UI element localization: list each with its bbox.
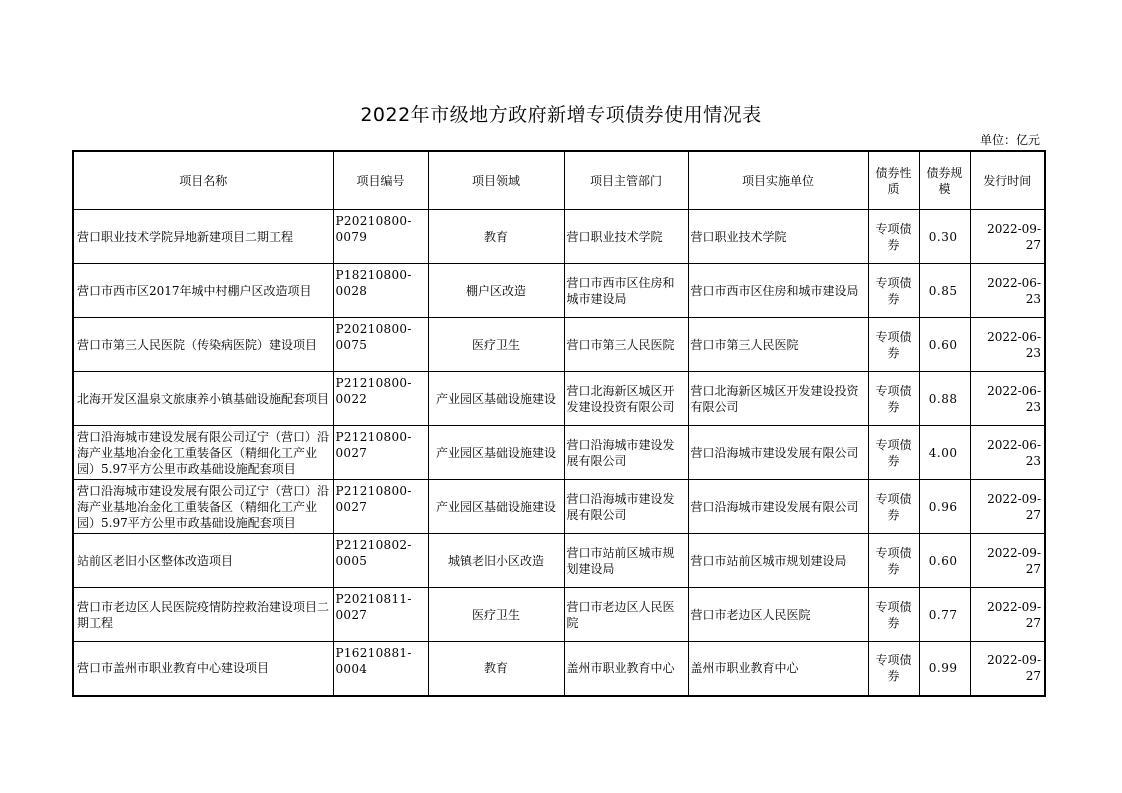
bond-scale-cell: 0.60 — [919, 534, 970, 588]
supervising-dept-cell: 营口市西市区住房和城市建设局 — [564, 264, 688, 318]
issue-date-cell: 2022-09-27 — [970, 588, 1045, 642]
project-code-cell: P21210800-0027 — [333, 426, 428, 480]
header-bond-scale: 债券规模 — [919, 151, 970, 210]
page-title: 2022年市级地方政府新增专项债券使用情况表 — [360, 104, 762, 126]
implementing-unit-cell: 营口沿海城市建设发展有限公司 — [688, 480, 868, 534]
table-row — [73, 534, 1045, 588]
bond-nature-cell: 专项债券 — [868, 480, 919, 534]
project-code-cell: P20210811-0027 — [333, 588, 428, 642]
project-field-cell: 医疗卫生 — [428, 318, 564, 372]
bond-scale-cell: 0.85 — [919, 264, 970, 318]
issue-date-cell: 2022-09-27 — [970, 210, 1045, 264]
table-row — [73, 372, 1045, 426]
bond-scale-cell: 0.30 — [919, 210, 970, 264]
project-code-cell: P18210800-0028 — [333, 264, 428, 318]
project-field-cell: 产业园区基础设施建设 — [428, 480, 564, 534]
supervising-dept-cell: 营口市站前区城市规划建设局 — [564, 534, 688, 588]
issue-date-cell: 2022-09-27 — [970, 642, 1045, 696]
issue-date-cell: 2022-06-23 — [970, 426, 1045, 480]
implementing-unit-cell: 营口市西市区住房和城市建设局 — [688, 264, 868, 318]
project-code-cell: P21210800-0022 — [333, 372, 428, 426]
issue-date-cell: 2022-06-23 — [970, 372, 1045, 426]
implementing-unit-cell: 营口沿海城市建设发展有限公司 — [688, 426, 868, 480]
project-field-cell: 医疗卫生 — [428, 588, 564, 642]
table-row — [73, 264, 1045, 318]
supervising-dept-cell: 盖州市职业教育中心 — [564, 642, 688, 696]
project-code-cell: P21210800-0027 — [333, 480, 428, 534]
project-name-cell: 营口沿海城市建设发展有限公司辽宁（营口）沿海产业基地冶金化工重装备区（精细化工产业园）5.97平方公里市政基础设施配套项目 — [73, 480, 333, 534]
header-project-field: 项目领域 — [428, 151, 564, 210]
project-field-cell: 棚户区改造 — [428, 264, 564, 318]
supervising-dept-cell: 营口职业技术学院 — [564, 210, 688, 264]
implementing-unit-cell: 营口市站前区城市规划建设局 — [688, 534, 868, 588]
table-row — [73, 642, 1045, 696]
project-field-cell: 教育 — [428, 642, 564, 696]
bond-nature-cell: 专项债券 — [868, 318, 919, 372]
header-supervising-dept: 项目主管部门 — [564, 151, 688, 210]
project-field-cell: 产业园区基础设施建设 — [428, 372, 564, 426]
implementing-unit-cell: 营口市第三人民医院 — [688, 318, 868, 372]
project-field-cell: 产业园区基础设施建设 — [428, 426, 564, 480]
bond-nature-cell: 专项债券 — [868, 534, 919, 588]
implementing-unit-cell: 营口职业技术学院 — [688, 210, 868, 264]
bond-scale-cell: 0.99 — [919, 642, 970, 696]
table-row — [73, 318, 1045, 372]
table-row — [73, 210, 1045, 264]
bond-usage-table — [72, 150, 1046, 697]
supervising-dept-cell: 营口市老边区人民医院 — [564, 588, 688, 642]
issue-date-cell: 2022-09-27 — [970, 534, 1045, 588]
project-name-cell: 营口市盖州市职业教育中心建设项目 — [73, 642, 333, 696]
project-name-cell: 营口沿海城市建设发展有限公司辽宁（营口）沿海产业基地冶金化工重装备区（精细化工产业园）5.97平方公里市政基础设施配套项目 — [73, 426, 333, 480]
table-header-row — [73, 151, 1045, 210]
bond-nature-cell: 专项债券 — [868, 426, 919, 480]
table-row — [73, 480, 1045, 534]
bond-scale-cell: 0.88 — [919, 372, 970, 426]
unit-label: 单位：亿元 — [979, 133, 1040, 147]
table-row — [73, 426, 1045, 480]
bond-nature-cell: 专项债券 — [868, 210, 919, 264]
supervising-dept-cell: 营口市第三人民医院 — [564, 318, 688, 372]
header-issue-date: 发行时间 — [970, 151, 1045, 210]
bond-scale-cell: 4.00 — [919, 426, 970, 480]
supervising-dept-cell: 营口沿海城市建设发展有限公司 — [564, 426, 688, 480]
bond-scale-cell: 0.96 — [919, 480, 970, 534]
header-project-code: 项目编号 — [333, 151, 428, 210]
project-name-cell: 营口市第三人民医院（传染病医院）建设项目 — [73, 318, 333, 372]
table-row — [73, 588, 1045, 642]
project-field-cell: 教育 — [428, 210, 564, 264]
project-code-cell: P21210802-0005 — [333, 534, 428, 588]
implementing-unit-cell: 营口市老边区人民医院 — [688, 588, 868, 642]
supervising-dept-cell: 营口沿海城市建设发展有限公司 — [564, 480, 688, 534]
issue-date-cell: 2022-06-23 — [970, 318, 1045, 372]
bond-scale-cell: 0.77 — [919, 588, 970, 642]
header-implementing-unit: 项目实施单位 — [688, 151, 868, 210]
bond-nature-cell: 专项债券 — [868, 264, 919, 318]
implementing-unit-cell: 营口北海新区城区开发建设投资有限公司 — [688, 372, 868, 426]
project-name-cell: 站前区老旧小区整体改造项目 — [73, 534, 333, 588]
project-name-cell: 营口市老边区人民医院疫情防控救治建设项目二期工程 — [73, 588, 333, 642]
project-field-cell: 城镇老旧小区改造 — [428, 534, 564, 588]
bond-nature-cell: 专项债券 — [868, 372, 919, 426]
issue-date-cell: 2022-09-27 — [970, 480, 1045, 534]
implementing-unit-cell: 盖州市职业教育中心 — [688, 642, 868, 696]
header-project-name: 项目名称 — [73, 151, 333, 210]
project-code-cell: P20210800-0079 — [333, 210, 428, 264]
project-name-cell: 营口市西市区2017年城中村棚户区改造项目 — [73, 264, 333, 318]
bond-nature-cell: 专项债券 — [868, 588, 919, 642]
project-name-cell: 北海开发区温泉文旅康养小镇基础设施配套项目 — [73, 372, 333, 426]
header-bond-nature: 债券性质 — [868, 151, 919, 210]
bond-scale-cell: 0.60 — [919, 318, 970, 372]
project-code-cell: P16210881-0004 — [333, 642, 428, 696]
issue-date-cell: 2022-06-23 — [970, 264, 1045, 318]
project-code-cell: P20210800-0075 — [333, 318, 428, 372]
supervising-dept-cell: 营口北海新区城区开发建设投资有限公司 — [564, 372, 688, 426]
bond-nature-cell: 专项债券 — [868, 642, 919, 696]
project-name-cell: 营口职业技术学院异地新建项目二期工程 — [73, 210, 333, 264]
